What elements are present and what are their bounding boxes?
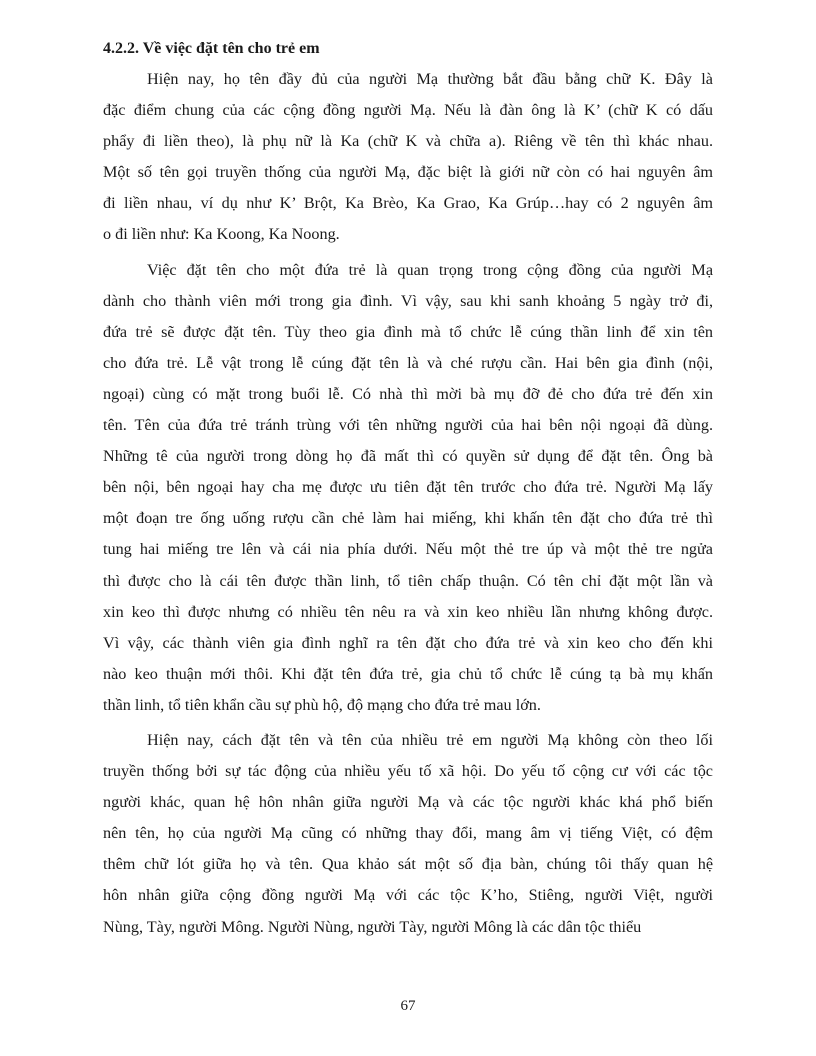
paragraph bbox=[103, 255, 713, 721]
text-line: Hiện nay, họ tên đầy đủ của người Mạ thường bắt đầu bằng chữ K. Đây là bbox=[147, 70, 713, 88]
text-line: xin keo thì được nhưng có nhiều tên nêu ra và xin keo nhiều lần nhưng không được. bbox=[103, 602, 713, 621]
text-line: hôn nhân giữa cộng đồng người Mạ với các tộc K’ho, Stiêng, người Việt, người bbox=[103, 886, 713, 905]
text-line: phẩy đi liền theo), là phụ nữ là Ka (chữ K và chữa a). Riêng về tên thì khác nhau. bbox=[103, 132, 713, 151]
text-line: nào keo thuận mới thôi. Khi đặt tên đứa trẻ, gia chủ tổ chức lễ cúng tạ bà mụ khấn bbox=[103, 664, 713, 683]
text-line: truyền thống bởi sự tác động của nhiều yếu tố xã hội. Do yếu tố cộng cư với các tộc bbox=[103, 762, 713, 781]
paragraph bbox=[103, 725, 713, 943]
text-line: ngoại) cùng có mặt trong buổi lễ. Có nhà thì mời bà mụ đỡ đẻ cho đứa trẻ đến xin bbox=[103, 384, 713, 403]
text-line: bên nội, bên ngoại hay cha mẹ được ưu tiên đặt tên trước cho đứa trẻ. Người Mạ lấy bbox=[103, 478, 713, 497]
text-line: cho đứa trẻ. Lễ vật trong lễ cúng đặt tên là và ché rượu cần. Hai bên gia đình (nội, bbox=[103, 353, 713, 372]
text-line: Việc đặt tên cho một đứa trẻ là quan trọng trong cộng đồng của người Mạ bbox=[147, 260, 713, 279]
text-line: thì được cho là cái tên được thần linh, tổ tiên chấp thuận. Có tên chỉ đặt một lần và bbox=[103, 571, 713, 590]
text-line: đi liền nhau, ví dụ như K’ Brột, Ka Brèo, Ka Grao, Ka Grúp…hay có 2 nguyên âm bbox=[103, 194, 713, 213]
text-line: Vì vậy, các thành viên gia đình nghĩ ra tên đặt cho đứa trẻ và xin keo cho đến khi bbox=[103, 633, 713, 652]
page-number: 67 bbox=[400, 998, 416, 1014]
text-line: đặc điểm chung của các cộng đồng người Mạ. Nếu là đàn ông là K’ (chữ K có dấu bbox=[103, 101, 713, 120]
text-line: một đoạn tre ống uống rượu cần chẻ làm hai miếng, khi khấn tên đặt cho đứa trẻ thì bbox=[103, 509, 713, 528]
text-line: thần linh, tổ tiên khẩn cầu sự phù hộ, độ mạng cho đứa trẻ mau lớn. bbox=[103, 695, 541, 714]
text-line: o đi liền như: Ka Koong, Ka Noong. bbox=[103, 225, 340, 244]
text-line: thêm chữ lót giữa họ và tên. Qua khảo sát một số địa bàn, chúng tôi thấy quan hệ bbox=[103, 855, 713, 874]
paragraph bbox=[103, 64, 713, 251]
text-line: nên tên, họ của người Mạ cũng có những thay đổi, mang âm vị tiếng Việt, có đệm bbox=[103, 824, 713, 843]
text-line: Một số tên gọi truyền thống của người Mạ, đặc biệt là giới nữ còn có hai nguyên âm bbox=[103, 163, 713, 182]
text-line: đứa trẻ sẽ được đặt tên. Tùy theo gia đình mà tổ chức lễ cúng thần linh để xin tên bbox=[103, 322, 713, 341]
text-line: dành cho thành viên mới trong gia đình. Vì vậy, sau khi sanh khoảng 5 ngày trở đi, bbox=[103, 291, 713, 310]
text-line: tung hai miếng tre lên và cái nia phía dưới. Nếu một thẻ tre úp và một thẻ tre ngửa bbox=[103, 540, 713, 559]
text-line: Nùng, Tày, người Mông. Người Nùng, người Tày, người Mông là các dân tộc thiểu bbox=[103, 917, 642, 936]
text-line: Hiện nay, cách đặt tên và tên của nhiều trẻ em người Mạ không còn theo lối bbox=[147, 730, 713, 749]
text-line: Những tê của người trong dòng họ đã mất thì có quyền sử dụng để đặt tên. Ông bà bbox=[103, 447, 713, 466]
body-text bbox=[103, 64, 713, 943]
text-line: tên. Tên của đứa trẻ tránh trùng với tên những người của hai bên nội ngoại đã dùng. bbox=[103, 416, 713, 435]
section-heading: 4.2.2. Về việc đặt tên cho trẻ em bbox=[103, 40, 320, 57]
text-line: người khác, quan hệ hôn nhân giữa người Mạ và các tộc người khác khá phổ biến bbox=[103, 793, 713, 812]
